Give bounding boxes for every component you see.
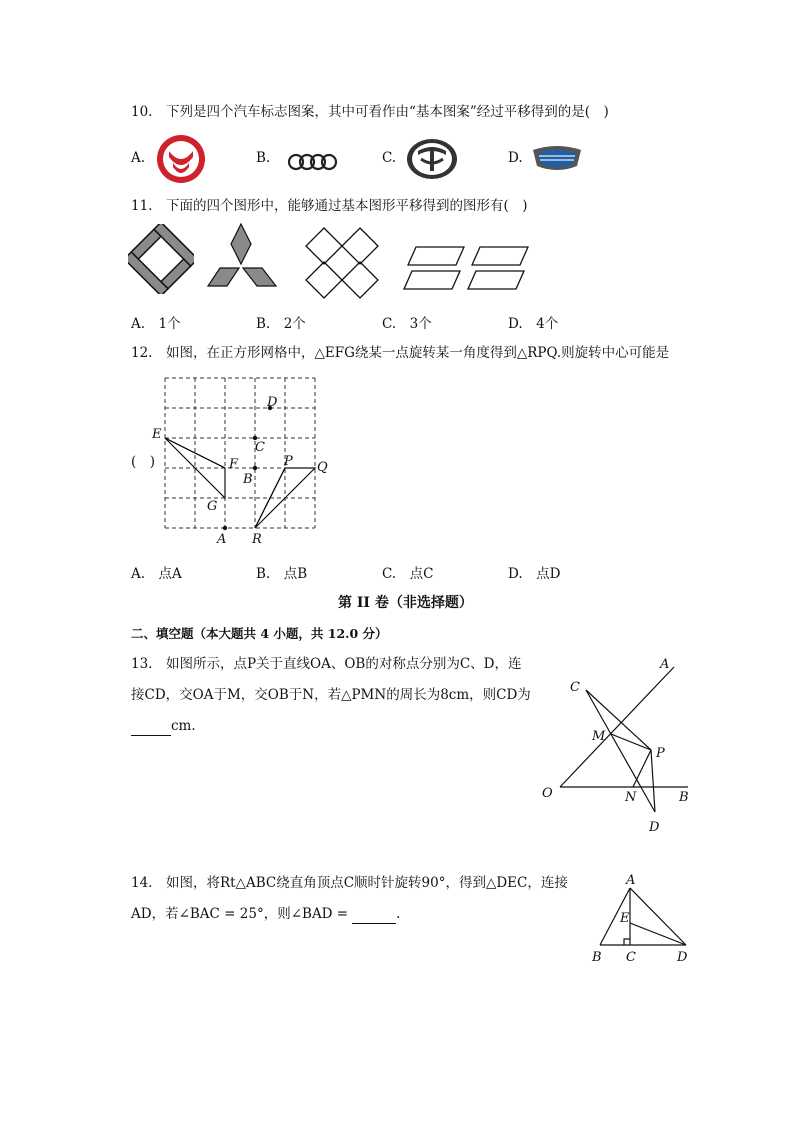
q12-label-q: Q [317, 460, 328, 475]
q12-label-a: A [217, 532, 227, 547]
geely-logo-icon [531, 144, 583, 172]
q12-label-d: D [267, 395, 278, 410]
q14-line2 [131, 904, 400, 924]
part2-title: 第 II 卷（非选择题） [338, 595, 473, 611]
q12-paren: ( ) [131, 454, 156, 470]
q13-line1: 13. 如图所示，点P关于直线OA、OB的对称点分别为C、D，连 [131, 656, 522, 672]
q13-label-a: A [660, 657, 670, 672]
q14-label-e: E [620, 911, 630, 926]
q14-label-b: B [592, 950, 602, 965]
q12-option-d: D. 点D [508, 566, 561, 582]
q13-line2: 接CD，交OA于M，交OB于N，若△PMN的周长为8cm，则CD为 [131, 687, 531, 703]
q11-option-b: B. 2个 [256, 316, 306, 332]
q12-label-e: E [152, 427, 162, 442]
q13-label-b: B [679, 790, 689, 805]
q11-figure-four-squares [304, 226, 382, 300]
q10-option-c-label: C. [382, 150, 397, 166]
q13-figure [538, 654, 698, 834]
q11-stem: 11. 下面的四个图形中，能够通过基本图形平移得到的图形有( ) [131, 198, 528, 214]
q11-option-a: A. 1个 [131, 316, 181, 332]
q14-line2-text: AD，若∠BAC = 25°，则∠BAD = [131, 906, 349, 922]
q14-label-c: C [626, 950, 636, 965]
q12-label-f: F [229, 457, 239, 472]
q13-label-m: M [592, 729, 606, 744]
q12-label-b: B [243, 472, 253, 487]
q10-option-b-label: B. [256, 150, 271, 166]
brilliance-logo-icon [405, 137, 459, 181]
q13-unit: cm. [171, 718, 196, 734]
q11-option-c: C. 3个 [382, 316, 432, 332]
q14-label-d: D [677, 950, 688, 965]
q14-answer-blank[interactable] [352, 909, 396, 924]
q14-period: . [396, 906, 401, 922]
q10-option-d-label: D. [508, 150, 523, 166]
q10-stem: 10. 下列是四个汽车标志图案，其中可看作由“基本图案”经过平移得到的是( ) [131, 104, 609, 120]
q13-label-c: C [570, 680, 580, 695]
q11-figure-rotated-bars [128, 224, 194, 294]
q11-option-d: D. 4个 [508, 316, 559, 332]
q12-stem: 12. 如图，在正方形网格中，△EFG绕某一点旋转某一角度得到△RPQ.则旋转中心可能是 [131, 345, 670, 361]
q13-line3 [131, 716, 196, 736]
q11-figure-three-diamonds [206, 222, 278, 290]
q14-line1: 14. 如图，将Rt△ABC绕直角顶点C顺时针旋转90°，得到△DEC，连接 [131, 875, 568, 891]
q10-option-a-label: A. [131, 150, 146, 166]
q13-answer-blank[interactable] [131, 721, 171, 736]
q12-label-r: R [252, 532, 262, 547]
audi-rings-icon [287, 150, 339, 174]
section-fill-in-heading: 二、填空题（本大题共 4 小题，共 12.0 分） [131, 626, 388, 641]
q12-option-b: B. 点B [256, 566, 308, 582]
dongfeng-logo-icon [155, 133, 207, 185]
q12-label-c: C [255, 440, 265, 455]
q13-label-d: D [649, 820, 660, 834]
q11-figure-parallelograms [400, 245, 532, 291]
q12-grid-figure [148, 372, 338, 550]
q13-label-n: N [625, 790, 637, 805]
q12-option-c: C. 点C [382, 566, 434, 582]
q14-label-a: A [626, 873, 636, 888]
q12-option-a: A. 点A [131, 566, 182, 582]
q14-figure [586, 868, 696, 966]
q12-label-g: G [207, 499, 218, 514]
q13-label-o: O [542, 786, 553, 801]
q13-label-p: P [656, 746, 665, 761]
q12-label-p: P [284, 454, 293, 469]
